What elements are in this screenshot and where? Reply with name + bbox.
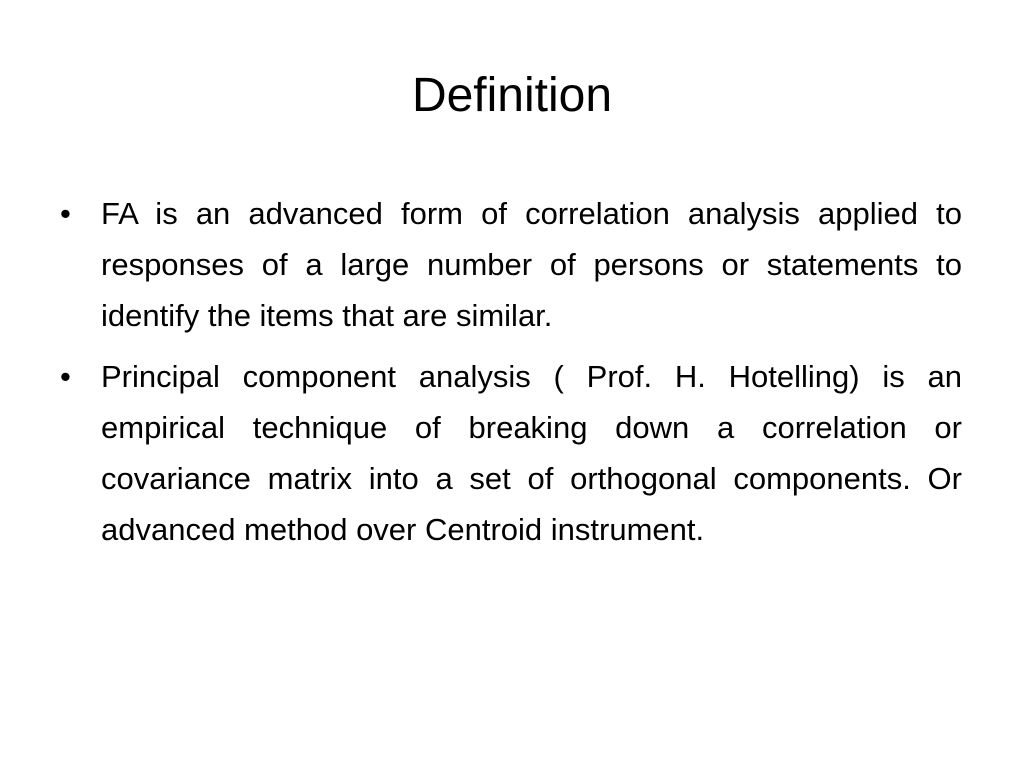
bullet-icon: • bbox=[60, 196, 71, 231]
bullet-text: FA is an advanced form of correlation analysis applied to responses of a large number of persons or statements to identify the items that are similar. bbox=[101, 196, 962, 333]
slide-title: Definition bbox=[411, 69, 613, 122]
bullet-item-pca-definition bbox=[60, 351, 962, 555]
bullet-item-fa-definition bbox=[60, 188, 962, 341]
bullet-icon: • bbox=[60, 359, 71, 394]
bullet-list bbox=[60, 188, 962, 565]
bullet-text: Principal component analysis ( Prof. H. Hotelling) is an empirical technique of breaking down a correlation or covariance matrix into a set of orthogonal components. Or advanced method over Centroid instrument. bbox=[101, 359, 962, 547]
